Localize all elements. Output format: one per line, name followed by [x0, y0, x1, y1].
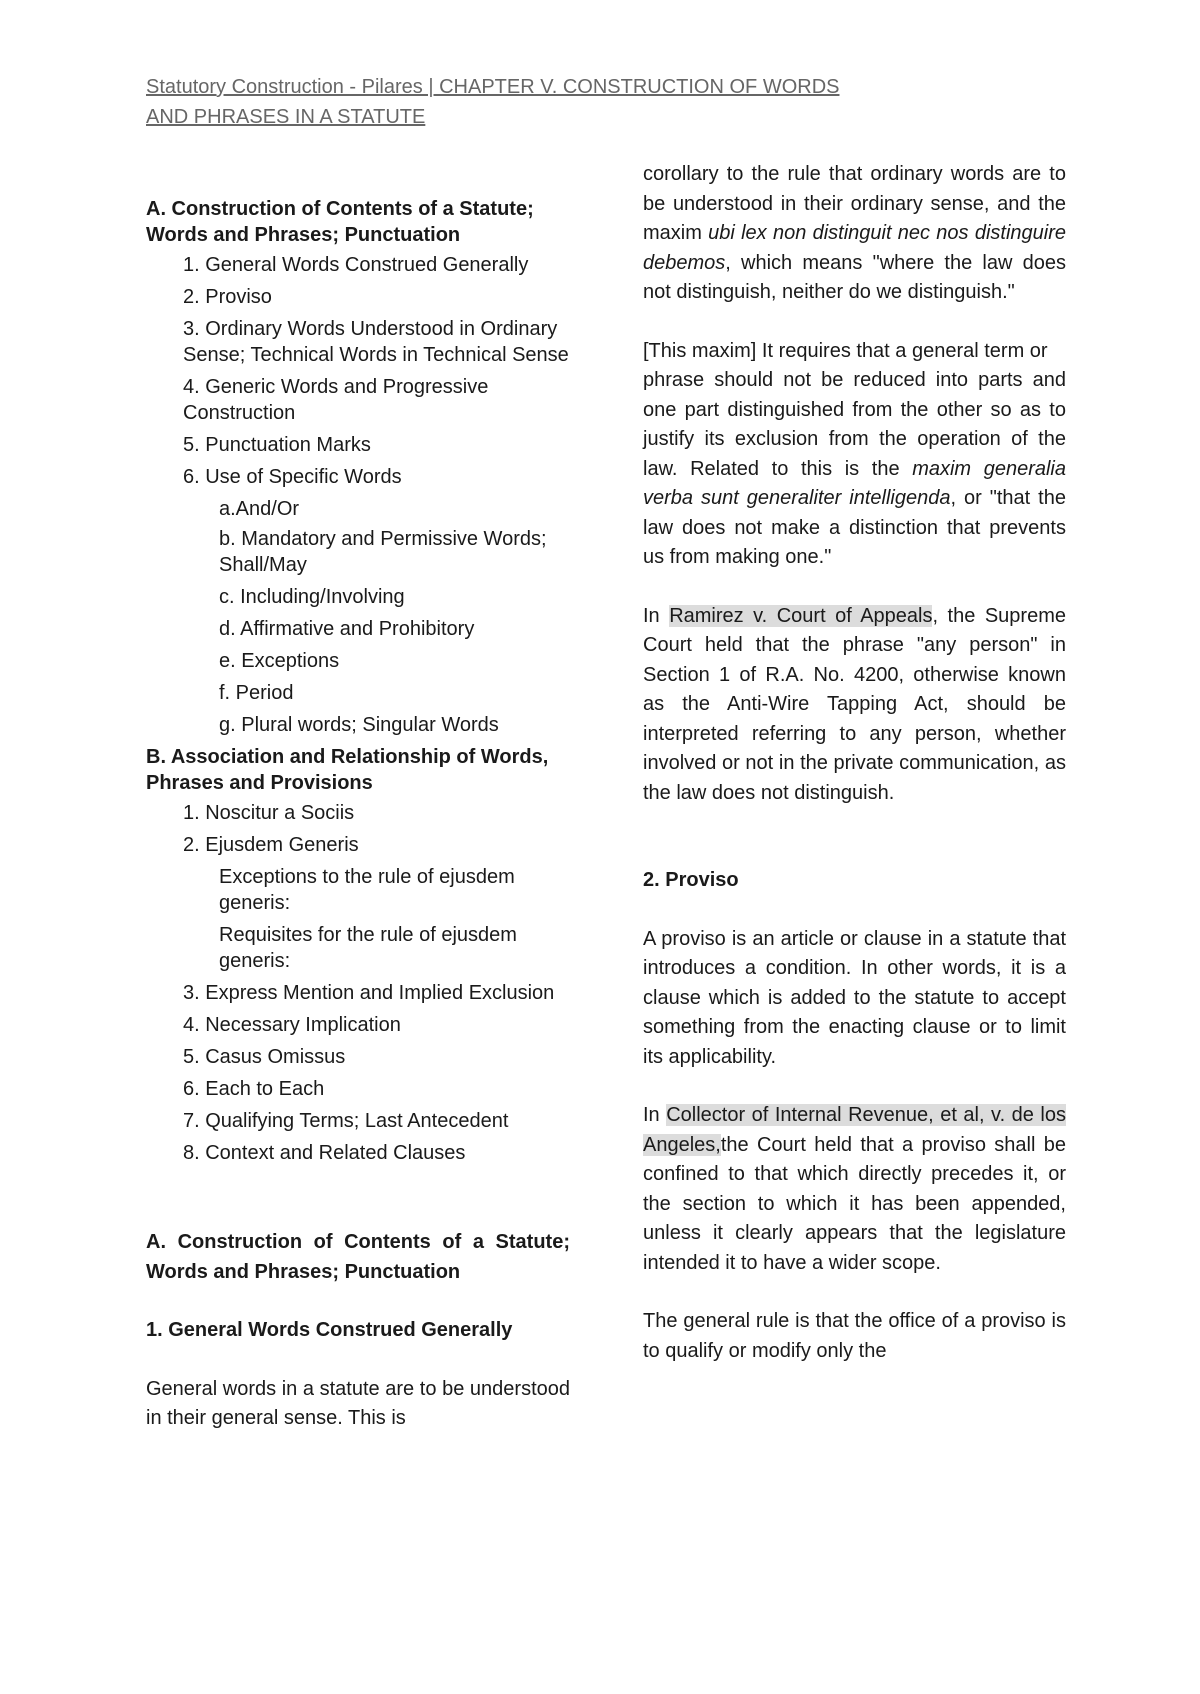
left-column: [146, 196, 570, 1434]
paragraph-ramirez: [643, 602, 1066, 809]
toc-subitem: e. Exceptions: [219, 650, 340, 672]
toc-subitem: Exceptions to the rule of ejusdem generis:: [219, 866, 515, 914]
right-column: [643, 160, 1066, 1366]
table-of-contents: [146, 196, 570, 1166]
toc-item: 1. Noscitur a Sociis: [183, 802, 355, 824]
toc-item: 7. Qualifying Terms; Last Antecedent: [183, 1110, 509, 1132]
toc-item: 2. Proviso: [183, 286, 272, 308]
toc-subitem: b. Mandatory and Permissive Words; Shall/May: [219, 528, 547, 576]
paragraph-general-rule: The general rule is that the office of a proviso is to qualify or modify only the: [643, 1310, 1066, 1362]
text-run: In: [643, 1104, 667, 1126]
toc-item: 4. Generic Words and Progressive Construction: [183, 376, 489, 424]
text-run: , or "that the law does not make a distinction that prevents us from making one.": [643, 487, 1066, 568]
paragraph-maxim-intro: [This maxim] It requires that a general term or: [643, 339, 1048, 362]
toc-subitem: c. Including/Involving: [219, 586, 405, 608]
toc-subitem: a.And/Or: [219, 498, 300, 520]
toc-item: 5. Punctuation Marks: [183, 434, 371, 456]
text-run: , the Supreme Court held that the phrase "any person" in Section 1 of R.A. No. 4200, otherwise known as the Anti-Wire Tapping Act, should be interpreted referring to any person, whether involved or not in the private communication, as the law does not distinguish.: [643, 604, 1066, 804]
toc-subitem: g. Plural words; Singular Words: [219, 714, 499, 736]
toc-subitem: d. Affirmative and Prohibitory: [219, 618, 475, 640]
toc-section-b: B. Association and Relationship of Words, Phrases and Provisions: [146, 746, 549, 794]
text-run: In: [643, 604, 670, 627]
toc-subitem: Requisites for the rule of ejusdem generis:: [219, 924, 517, 972]
paragraph-collector: [643, 1101, 1066, 1278]
text-run: , which means "where the law does not distinguish, neither do we distinguish.": [643, 251, 1066, 303]
subsection-1-heading: 1. General Words Construed Generally: [146, 1319, 513, 1341]
toc-item: 6. Each to Each: [183, 1078, 325, 1100]
toc-item: 1. General Words Construed Generally: [183, 254, 529, 276]
text-run: the Court held that a proviso shall be confined to that which directly precedes it, or the section to which it has been appended, unless it clearly appears that the legislature intended it to have a wider scope.: [643, 1133, 1066, 1274]
toc-item: 3. Ordinary Words Understood in Ordinary Sense; Technical Words in Technical Sense: [183, 318, 569, 366]
section-a-heading: A. Construction of Contents of a Statute; Words and Phrases; Punctuation: [146, 1231, 570, 1283]
header-line-2: AND PHRASES IN A STATUTE: [146, 106, 426, 128]
toc-item: 4. Necessary Implication: [183, 1014, 401, 1036]
subsection-2-heading: 2. Proviso: [643, 869, 739, 891]
toc-item: 5. Casus Omissus: [183, 1046, 346, 1068]
case-collector[interactable]: Collector of Internal Revenue, et al, v. de los Angeles,: [643, 1104, 1066, 1156]
maxim-ubi-lex: ubi lex non distinguit nec nos distinguire debemos: [643, 222, 1066, 274]
text-run: phrase should not be reduced into parts and one part distinguished from the other so as to justify its exclusion from the operation of the law. Related to this is the: [643, 369, 1066, 480]
paragraph-maxim: [643, 366, 1066, 573]
text-run: corollary to the rule that ordinary words are to be understood in their ordinary sense, and the maxim: [643, 163, 1066, 244]
toc-item: 8. Context and Related Clauses: [183, 1142, 466, 1164]
case-ramirez[interactable]: Ramirez v. Court of Appeals: [669, 604, 933, 627]
toc-item: 2. Ejusdem Generis: [183, 834, 359, 856]
paragraph-general-words: General words in a statute are to be understood in their general sense. This is: [146, 1377, 570, 1429]
toc-section-a: A. Construction of Contents of a Statute; Words and Phrases; Punctuation: [146, 198, 534, 246]
toc-item: 6. Use of Specific Words: [183, 466, 402, 488]
paragraph-proviso-definition: A proviso is an article or clause in a statute that introduces a condition. In other words, it is a clause which is added to the statute to accept something from the enacting clause or to limit its applicability.: [643, 927, 1066, 1068]
toc-subitem: f. Period: [219, 682, 294, 704]
maxim-generalia-verba: maxim generalia verba sunt generaliter intelligenda: [643, 457, 1066, 509]
header-line-1: Statutory Construction - Pilares | CHAPTER V. CONSTRUCTION OF WORDS: [146, 76, 840, 98]
page-header[interactable]: [146, 72, 946, 132]
toc-item: 3. Express Mention and Implied Exclusion: [183, 982, 555, 1004]
paragraph-corollary: [643, 160, 1066, 308]
